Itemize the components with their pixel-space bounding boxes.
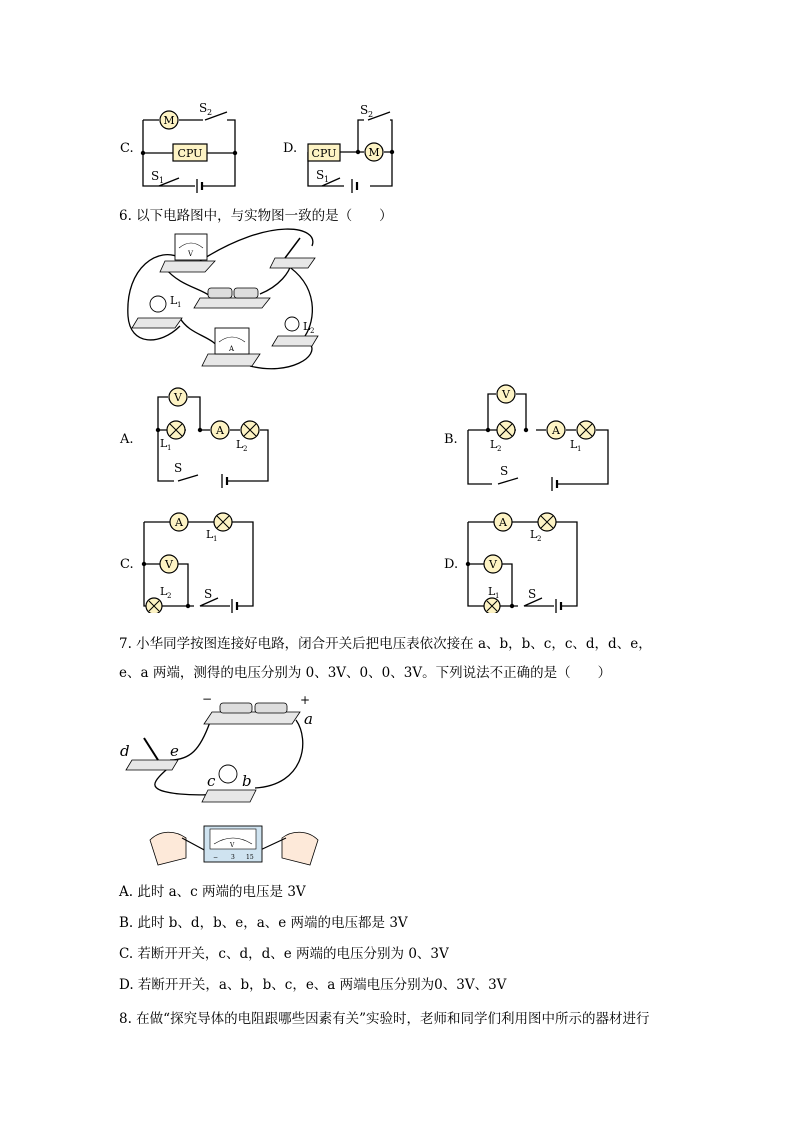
svg-text:1: 1 bbox=[324, 175, 330, 184]
svg-text:2: 2 bbox=[310, 327, 315, 335]
svg-text:L: L bbox=[236, 438, 244, 451]
svg-text:V: V bbox=[230, 842, 235, 849]
svg-text:2: 2 bbox=[368, 110, 374, 119]
lamp-l2-symbol bbox=[146, 598, 162, 613]
point-c-label: c bbox=[207, 772, 216, 790]
svg-text:−: − bbox=[213, 854, 219, 861]
q6-question-text: 6. 以下电路图中，与实物图一致的是（ ） bbox=[119, 208, 393, 224]
q7-option-a: A. 此时 a、c 两端的电压是 3V bbox=[119, 884, 306, 900]
q7-option-b: B. 此时 b、d，b、e，a、e 两端的电压都是 3V bbox=[119, 915, 408, 931]
switch-label: S bbox=[528, 587, 537, 601]
q6-option-d-circuit bbox=[462, 508, 587, 613]
svg-text:1: 1 bbox=[577, 445, 582, 453]
point-e-label: e bbox=[170, 742, 179, 760]
q8-question-line1: 8. 在做“探究导体的电阻跟哪些因素有关”实验时，老师和同学们利用图中所示的器材进行 bbox=[119, 1011, 650, 1027]
q7-question-line2: e、a 两端，测得的电压分别为 0、3V、0、0、3V。下列说法不正确的是（ ） bbox=[119, 665, 612, 681]
motor-label: M bbox=[163, 114, 175, 127]
q6-option-c-letter: C. bbox=[120, 557, 134, 572]
q5-option-c-letter: C. bbox=[120, 141, 134, 156]
svg-text:2: 2 bbox=[167, 592, 172, 600]
q6-option-c-circuit bbox=[138, 508, 263, 613]
svg-text:L: L bbox=[490, 438, 498, 451]
svg-text:L: L bbox=[170, 294, 178, 307]
ammeter-label: A bbox=[175, 516, 183, 529]
svg-text:V: V bbox=[188, 250, 194, 258]
svg-text:1: 1 bbox=[495, 592, 500, 600]
battery-device bbox=[194, 288, 270, 308]
svg-text:15: 15 bbox=[246, 854, 254, 861]
voltmeter-label: V bbox=[174, 391, 182, 404]
svg-text:2: 2 bbox=[207, 108, 213, 117]
q7-physical-diagram bbox=[120, 690, 330, 870]
svg-text:+: + bbox=[300, 693, 311, 707]
q6-option-b-circuit bbox=[462, 378, 612, 498]
voltmeter-label: V bbox=[502, 388, 510, 401]
lamp-l1-symbol bbox=[214, 513, 232, 531]
switch-label: S bbox=[204, 587, 213, 601]
q7-question-line1: 7. 小华同学按图连接好电路，闭合开关后把电压表依次接在 a、b，b、c，c、d，d、e， bbox=[119, 636, 652, 652]
svg-text:L: L bbox=[160, 585, 168, 598]
q6-option-a-letter: A. bbox=[120, 432, 134, 447]
q6-option-b-letter: B. bbox=[444, 432, 458, 447]
svg-text:1: 1 bbox=[167, 444, 172, 452]
svg-text:1: 1 bbox=[159, 176, 165, 185]
svg-text:L: L bbox=[530, 528, 538, 541]
ammeter-device bbox=[202, 328, 260, 366]
switch-device bbox=[270, 238, 315, 268]
lamp-l1-symbol bbox=[484, 598, 500, 613]
ammeter-label: A bbox=[499, 516, 507, 529]
cpu-label: CPU bbox=[311, 147, 337, 160]
q5-option-d-letter: D. bbox=[283, 141, 298, 156]
svg-text:L: L bbox=[488, 585, 496, 598]
q5-option-c-circuit bbox=[135, 98, 245, 193]
voltmeter-label: V bbox=[165, 558, 173, 571]
point-d-label: d bbox=[120, 742, 130, 760]
svg-text:1: 1 bbox=[213, 535, 218, 543]
voltmeter-label: V bbox=[489, 558, 497, 571]
ammeter-label: A bbox=[216, 424, 224, 437]
q7-option-d: D. 若断开开关，a、b，b、c，e、a 两端电压分别为0、3V、3V bbox=[119, 977, 507, 993]
q6-physical-diagram bbox=[120, 226, 340, 376]
lamp-l2-symbol bbox=[538, 513, 556, 531]
svg-text:2: 2 bbox=[243, 445, 248, 453]
hands-with-voltmeter bbox=[150, 826, 318, 865]
point-b-label: b bbox=[242, 772, 252, 790]
svg-text:L: L bbox=[570, 438, 578, 451]
switch-label: S bbox=[174, 461, 183, 475]
s1-label: S bbox=[151, 169, 160, 183]
lamp-l2-symbol bbox=[497, 421, 515, 439]
battery-box bbox=[204, 703, 300, 724]
svg-text:1: 1 bbox=[177, 301, 182, 309]
svg-text:−: − bbox=[202, 692, 213, 706]
svg-text:A: A bbox=[229, 345, 235, 353]
switch-label: S bbox=[500, 464, 509, 478]
s1-label: S bbox=[316, 168, 325, 182]
motor-label: M bbox=[368, 146, 380, 159]
svg-text:L: L bbox=[206, 528, 214, 541]
ammeter-label: A bbox=[552, 424, 560, 437]
bulb-l1-device bbox=[132, 294, 182, 328]
s2-label: S bbox=[199, 101, 208, 115]
lamp-l1-symbol bbox=[577, 421, 595, 439]
voltmeter-device bbox=[160, 234, 215, 272]
svg-text:3: 3 bbox=[231, 854, 235, 861]
s2-label: S bbox=[360, 103, 369, 117]
lamp-l2-symbol bbox=[241, 421, 259, 439]
q6-option-d-letter: D. bbox=[444, 557, 459, 572]
svg-text:2: 2 bbox=[537, 535, 542, 543]
q5-option-d-circuit bbox=[300, 100, 400, 195]
lamp-l1-symbol bbox=[167, 421, 185, 439]
point-a-label: a bbox=[304, 710, 313, 728]
svg-text:L: L bbox=[303, 320, 311, 333]
svg-text:2: 2 bbox=[497, 445, 502, 453]
q6-option-a-circuit bbox=[140, 385, 280, 495]
cpu-label: CPU bbox=[177, 147, 203, 160]
q7-option-c: C. 若断开开关，c、d，d、e 两端的电压分别为 0、3V bbox=[119, 946, 449, 962]
svg-text:L: L bbox=[160, 437, 168, 450]
